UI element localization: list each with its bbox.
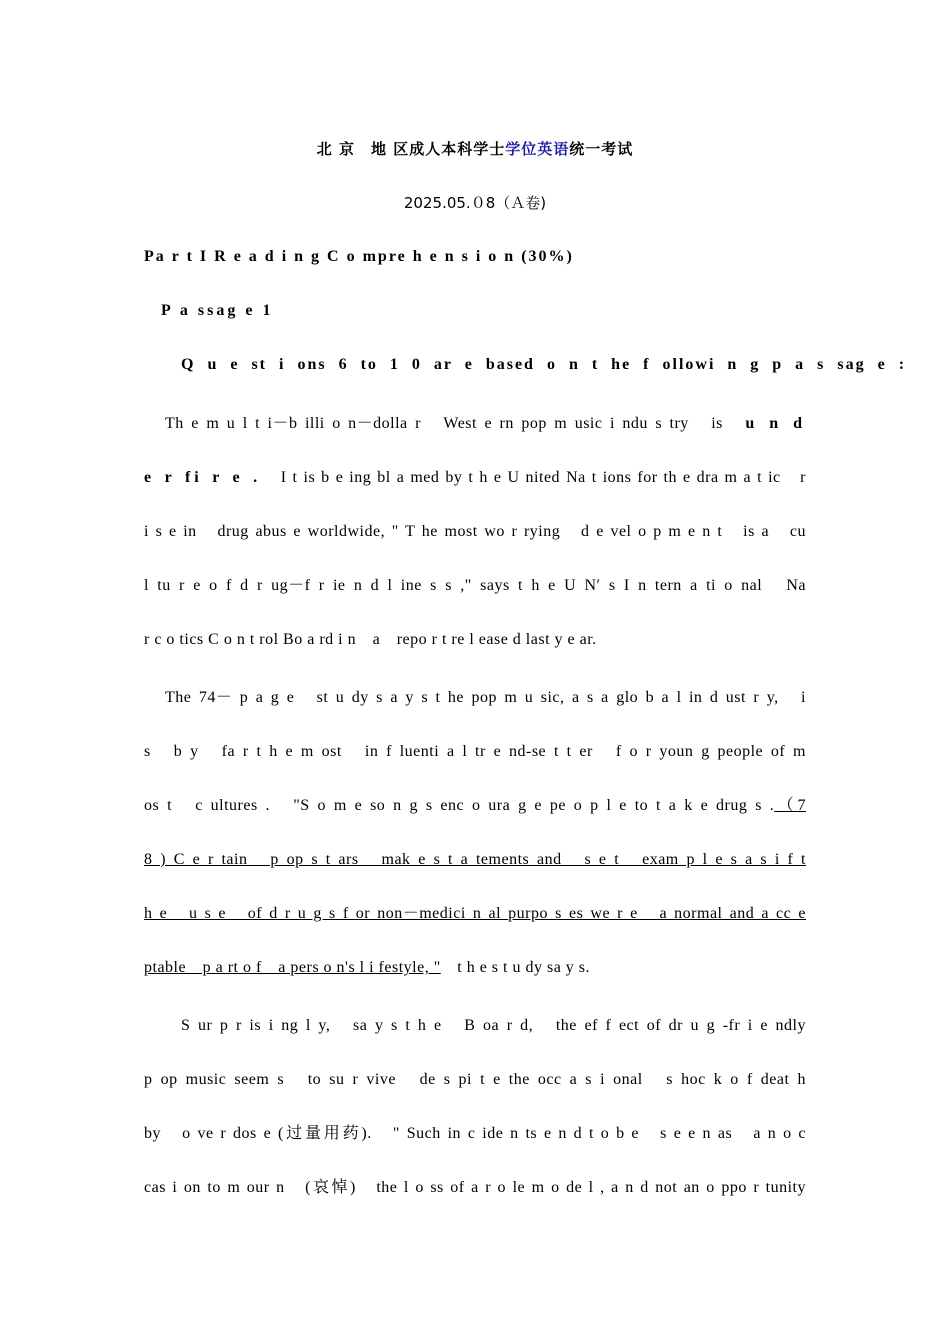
underlined-line: h e u s e of d r u g s f or non－medici n al purpo s es we r e a normal and a cc e xyxy=(144,905,806,922)
text-line: i s e in drug abus e worldwide, " T he most wo r rying d e vel o p m e n t is a cu xyxy=(144,523,806,540)
text-line: r c o tics C o n t rol Bo a rd i n a repo r t re l ease d last y e ar. xyxy=(144,631,597,648)
text-line: The 74－ p a g e st u dy s a y s t he pop m u sic, a s a glo b a l in d ust r y, i xyxy=(165,689,806,706)
questions-instruction: Q u e st i ons 6 to 1 0 ar e based o n t he f ollowi n g p a s sag e : xyxy=(181,356,907,373)
text-line: os t c ultures . "S o m e so n g s enc o ura g e pe o p l e to t a k e drug s .（7 xyxy=(144,797,806,814)
exam-title-highlight: 学位英语 xyxy=(505,140,570,158)
part-heading: Pa r t I R e a d i n g C o mpre h e n s i o n (30%) xyxy=(144,248,574,265)
text-line: p op music seem s to su r vive de s pi t e the occ a s i onal s hoc k o f deat h xyxy=(144,1071,806,1088)
text-line: l tu r e o f d r ug－f r ie n d l ine s s ," says t h e U N′ s I n tern a ti o nal Na xyxy=(144,577,806,594)
passage-heading: P a ssag e 1 xyxy=(161,302,274,319)
text-line: Th e m u l t i－b illi o n－dolla r West e rn pop m usic i ndu s try is u n d xyxy=(165,415,806,432)
text-line: s b y fa r t h e m ost in f luenti a l tr e nd-se t t er f o r youn g people of m xyxy=(144,743,806,760)
underlined-line: 8 ) C e r tain p op s t ars mak e s t a tements and s e t exam p l e s a s i f t xyxy=(144,851,806,868)
exam-title xyxy=(0,138,950,159)
text-line: by o ve r dos e (过量用药). " Such in c ide n ts e n d t o b e s e e n as a n o c xyxy=(144,1125,806,1142)
text-line: ptable p a rt o f a pers o n's l i festyle, " t h e s t u dy sa y s. xyxy=(144,959,591,976)
exam-title-pre: 北 京 地 区成人本科学士 xyxy=(316,140,506,158)
text-line: e r fi r e . I t is b e ing bl a med by t h e U nited Na t ions for th e dra m a t ic r xyxy=(144,469,806,486)
exam-date: 2025.05.０8（Ａ卷) xyxy=(403,194,547,212)
exam-title-post: 统一考试 xyxy=(569,140,634,158)
text-line: cas i on to m our n (哀悼) the l o ss of a r o le m o de l , a n d not an o ppo r tunity xyxy=(144,1179,806,1196)
text-line: S ur p r is i ng l y, sa y s t h e B oa r d, the ef f ect of dr u g -fr i e ndly xyxy=(181,1017,806,1034)
